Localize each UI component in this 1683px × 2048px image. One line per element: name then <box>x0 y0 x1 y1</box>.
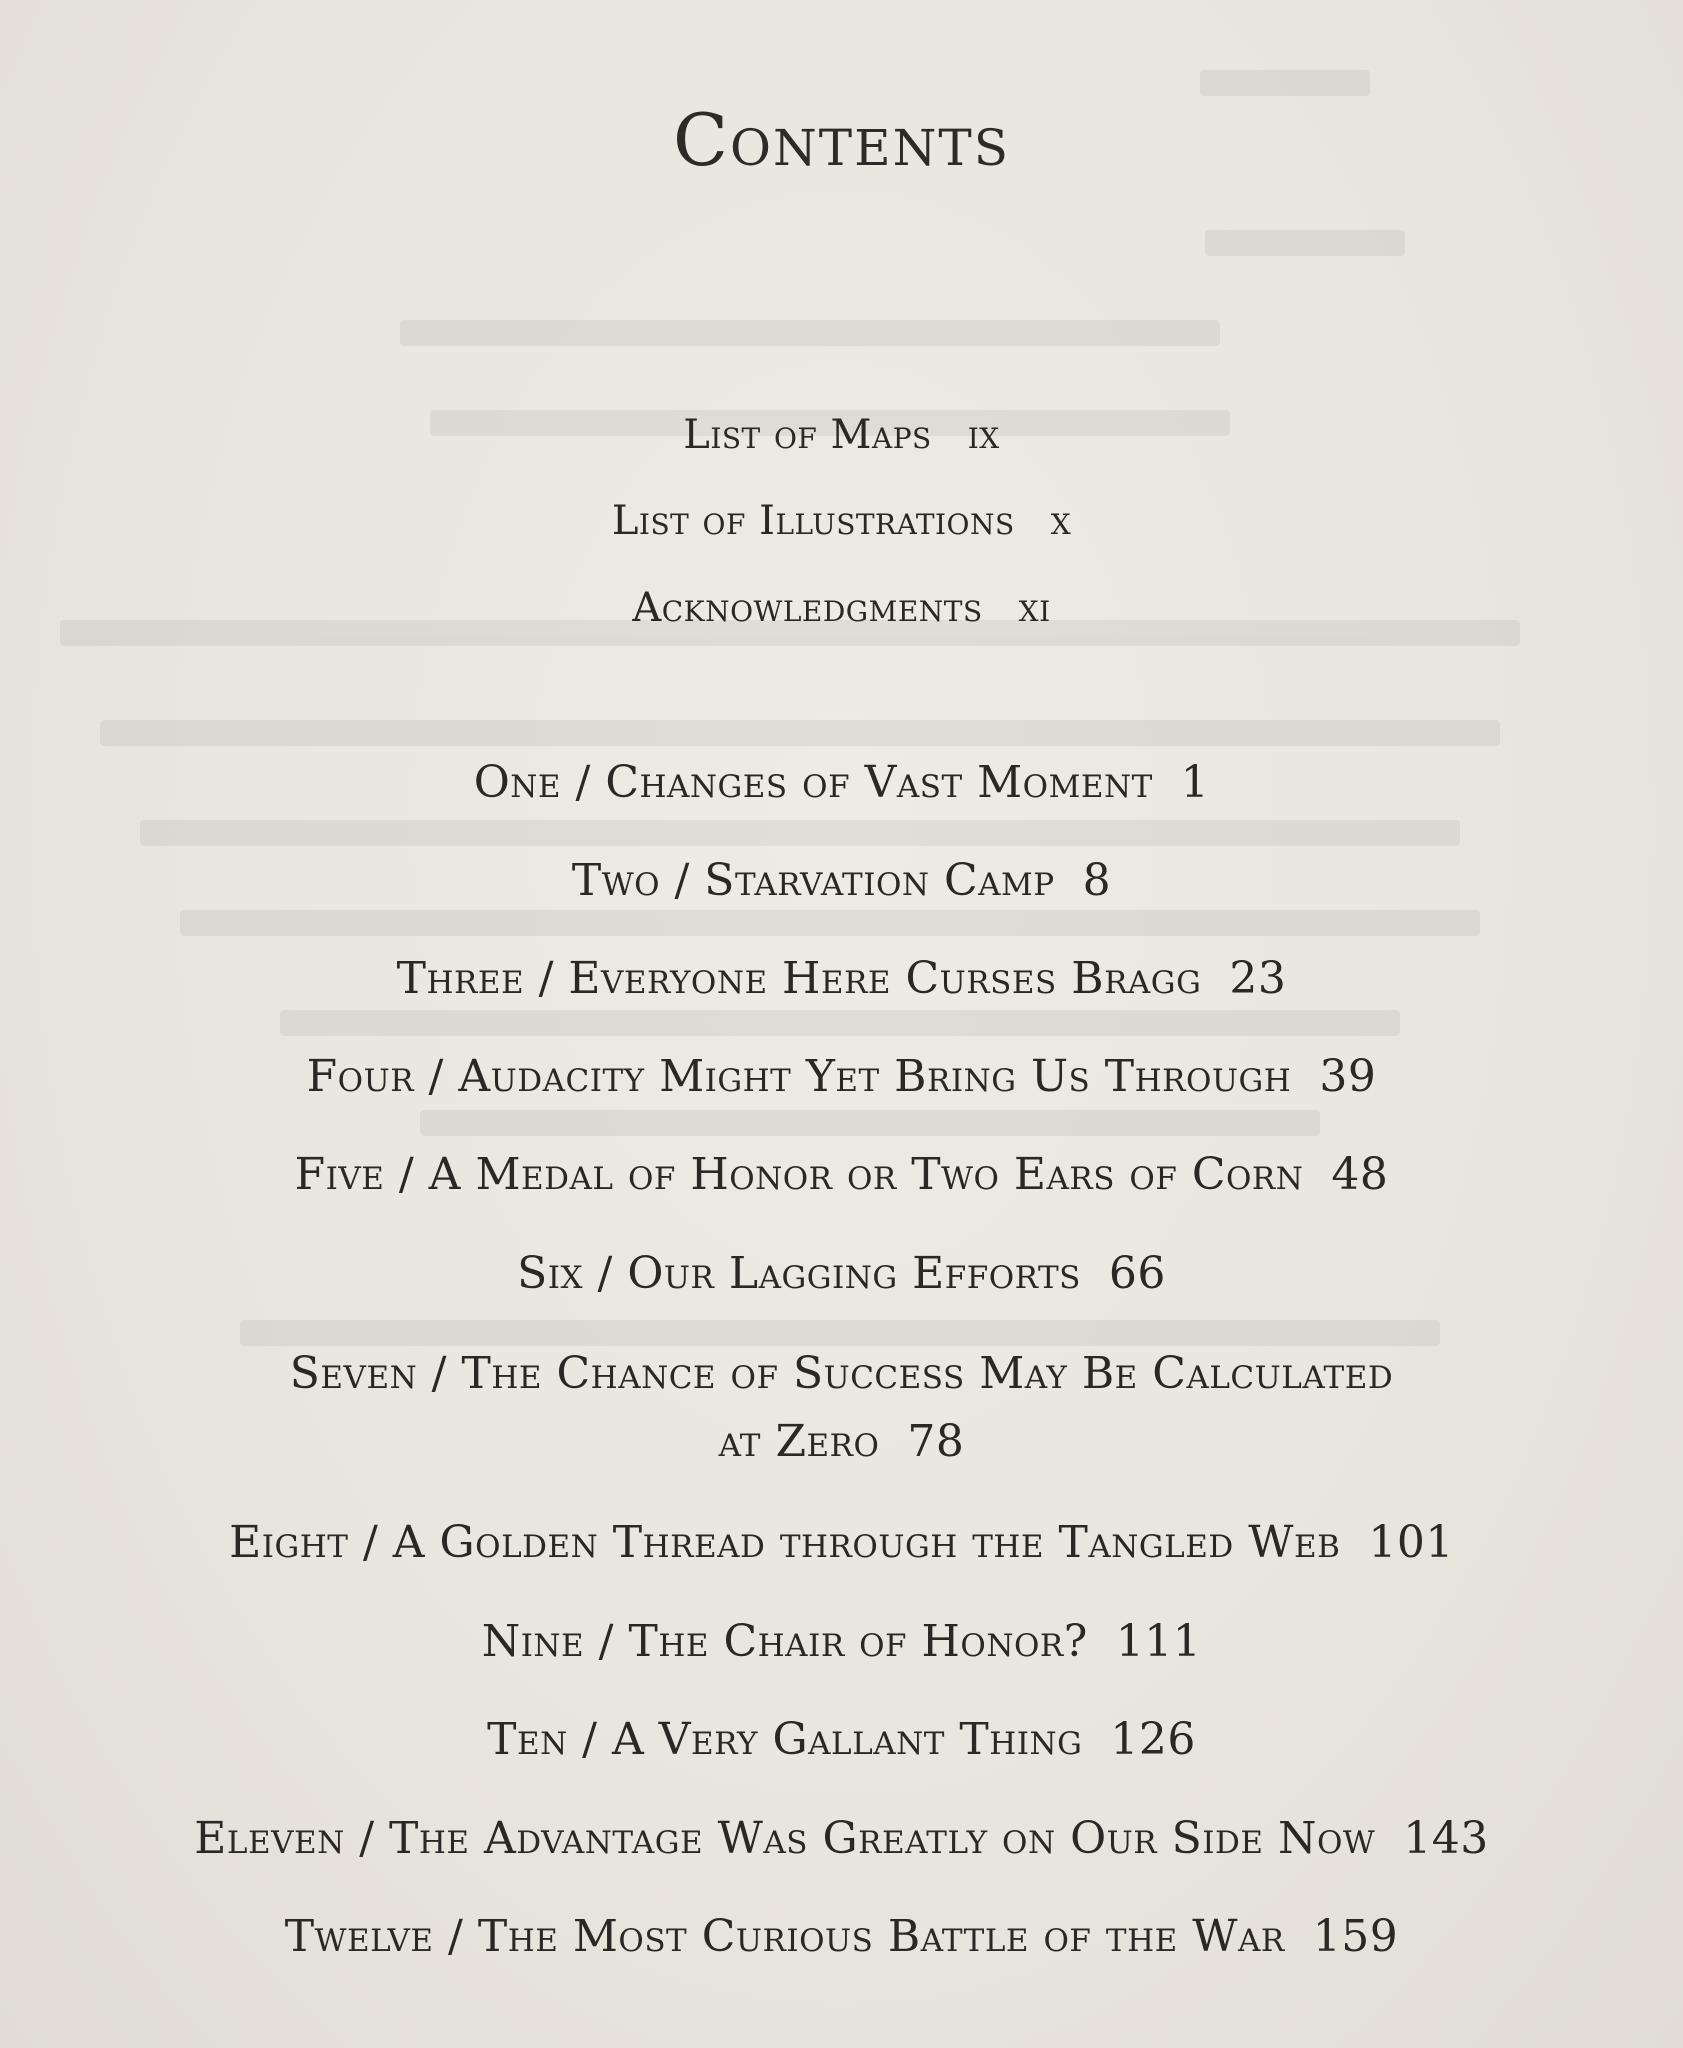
toc-entry-list-of-maps[interactable] <box>0 402 1683 468</box>
toc-entry-page: x <box>1050 498 1072 544</box>
toc-entry-page: 48 <box>1331 1149 1389 1200</box>
toc-entry-page: 143 <box>1403 1813 1489 1864</box>
toc-entry-page: 8 <box>1082 855 1112 906</box>
toc-entry-label: List of Maps <box>683 412 932 458</box>
toc-entry-page: 159 <box>1312 1911 1399 1962</box>
toc-entry-page: 39 <box>1319 1051 1377 1102</box>
toc-entry-chapter-ten[interactable] <box>0 1707 1683 1773</box>
toc-entry-label: Eight / A Golden Thread through the Tangled Web <box>229 1517 1341 1568</box>
toc-entry-chapter-eleven[interactable] <box>0 1806 1683 1872</box>
toc-entry-label-line2: at Zero <box>718 1416 880 1467</box>
toc-entry-chapter-nine[interactable] <box>0 1609 1683 1675</box>
toc-entry-label: Six / Our Lagging Efforts <box>517 1248 1081 1299</box>
toc-entry-chapter-one[interactable] <box>0 750 1683 816</box>
toc-entry-label: Two / Starvation Camp <box>571 855 1055 906</box>
toc-entry-chapter-two[interactable] <box>0 848 1683 914</box>
toc-entry-acknowledgments[interactable] <box>0 575 1683 641</box>
toc-entry-label: Nine / The Chair of Honor? <box>481 1616 1088 1667</box>
page-title: Contents <box>672 98 1011 182</box>
toc-entry-chapter-six[interactable] <box>0 1241 1683 1307</box>
toc-entry-chapter-seven[interactable] <box>0 1340 1683 1476</box>
toc-entry-chapter-three[interactable] <box>0 946 1683 1012</box>
toc-entry-page: 101 <box>1368 1517 1454 1568</box>
toc-entry-chapter-four[interactable] <box>0 1044 1683 1110</box>
toc-entry-label: Three / Everyone Here Curses Bragg <box>396 953 1202 1004</box>
toc-entry-label: List of Illustrations <box>611 498 1015 544</box>
toc-entry-page: 23 <box>1229 953 1287 1004</box>
toc-entry-page: 1 <box>1180 757 1210 808</box>
toc-entry-chapter-eight[interactable] <box>0 1510 1683 1576</box>
toc-entry-page: xi <box>1018 585 1051 631</box>
toc-entry-label: Acknowledgments <box>632 585 983 631</box>
toc-entry-page: 78 <box>907 1416 965 1467</box>
toc-entry-label-line2-wrapper <box>0 1408 1683 1476</box>
toc-entry-label: Four / Audacity Might Yet Bring Us Through <box>306 1051 1292 1102</box>
toc-entry-page: 111 <box>1115 1616 1202 1667</box>
toc-entry-label: Five / A Medal of Honor or Two Ears of Corn <box>294 1149 1304 1200</box>
toc-entry-chapter-five[interactable] <box>0 1142 1683 1208</box>
toc-entry-page: 66 <box>1108 1248 1166 1299</box>
toc-entry-label-line1: Seven / The Chance of Success May Be Calculated <box>289 1348 1394 1399</box>
toc-entry-page: ix <box>967 412 1000 458</box>
toc-entry-label: One / Changes of Vast Moment <box>473 757 1153 808</box>
toc-entry-label: Twelve / The Most Curious Battle of the War <box>284 1911 1285 1962</box>
toc-entry-label: Ten / A Very Gallant Thing <box>487 1714 1083 1765</box>
toc-entry-list-of-illustrations[interactable] <box>0 488 1683 554</box>
toc-entry-label: Eleven / The Advantage Was Greatly on Our Side Now <box>194 1813 1376 1864</box>
toc-entry-chapter-twelve[interactable] <box>0 1904 1683 1970</box>
toc-entry-page: 126 <box>1110 1714 1196 1765</box>
